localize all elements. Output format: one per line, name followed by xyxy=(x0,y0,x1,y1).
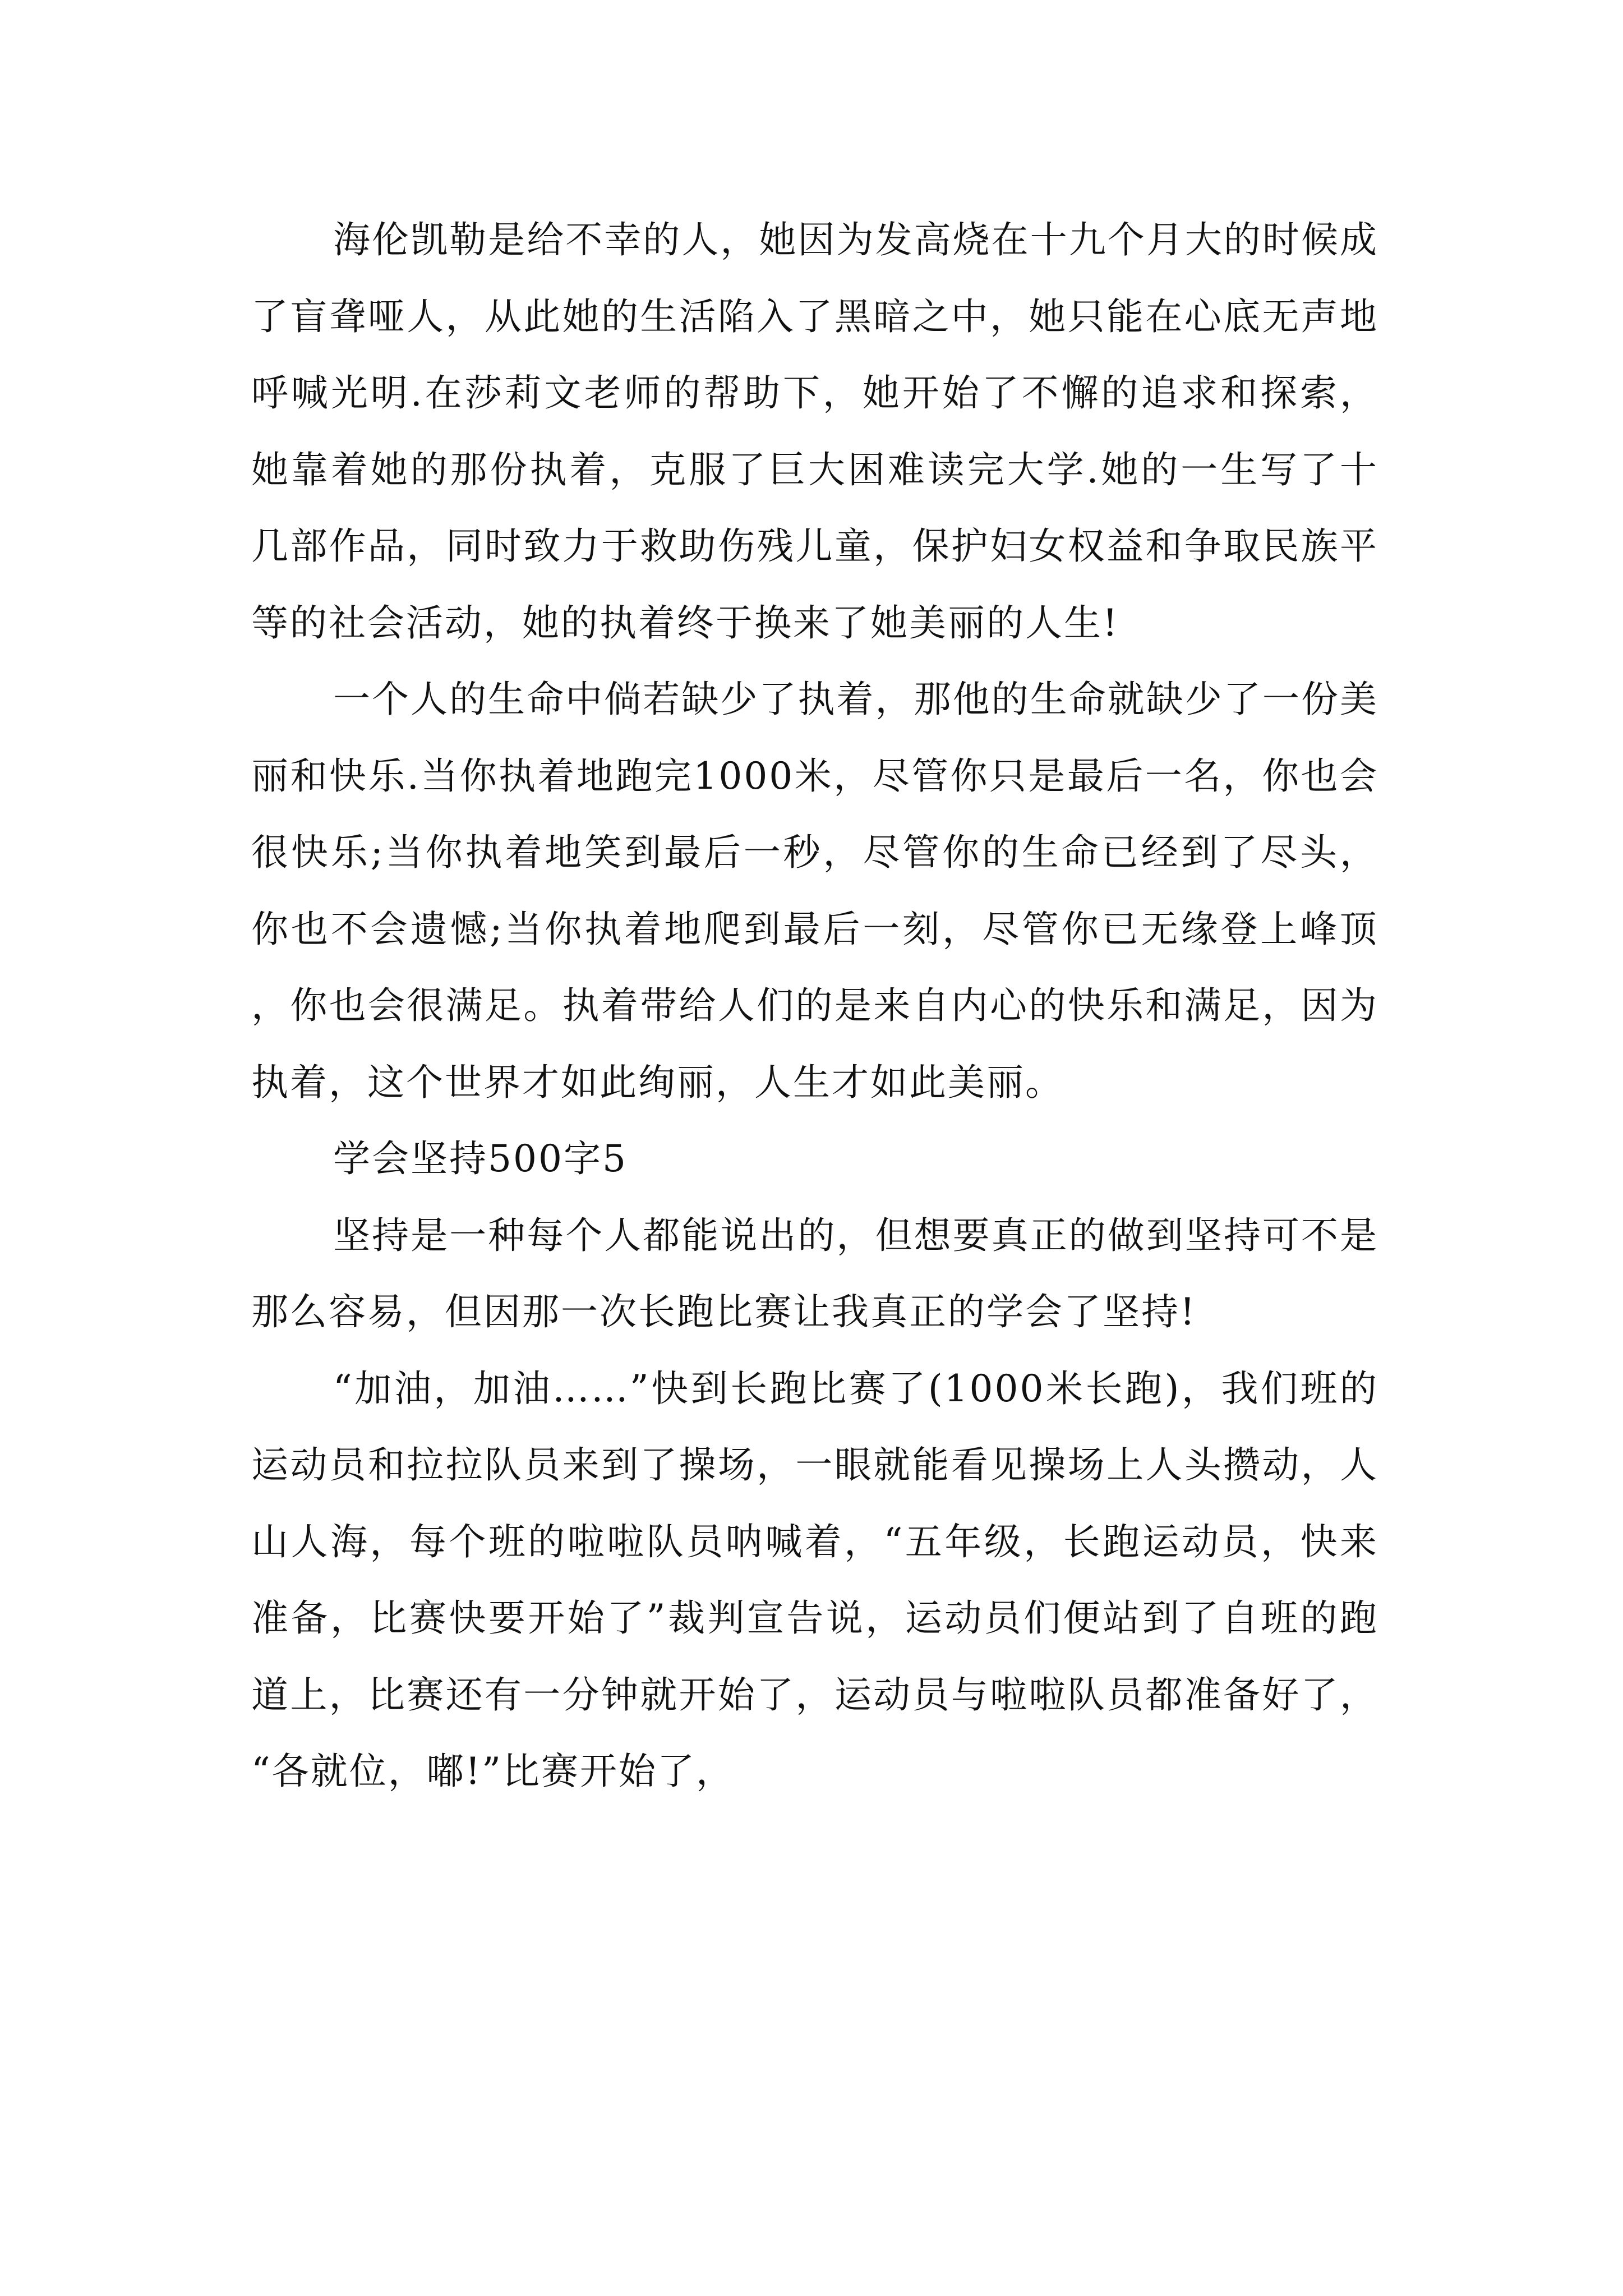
section-heading: 学会坚持500字5 xyxy=(333,1137,628,1180)
paragraph-helen-keller: 海伦凯勒是给不幸的人，她因为发高烧在十九个月大的时候成了盲聋哑人，从此她的生活陷入了黑暗之中，她只能在心底无声地呼喊光明.在莎莉文老师的帮助下，她开始了不懈的追求和探索，她靠着她的那份执着，克服了巨大困难读完大学.她的一生写了十几部作品，同时致力于救助伤残儿童，保护妇女权益和争取民族平等的社会活动，她的执着终于换来了她美丽的人生! xyxy=(251,218,1378,645)
paragraph-persistence: 一个人的生命中倘若缺少了执着，那他的生命就缺少了一份美丽和快乐.当你执着地跑完1000米，尽管你只是最后一名，你也会很快乐;当你执着地笑到最后一秒，尽管你的生命已经到了尽头，你也不会遗憾;当你执着地爬到最后一刻，尽管你已无缘登上峰顶，你也会很满足。执着带给人们的是来自内心的快乐和满足，因为执着，这个世界才如此绚丽，人生才如此美丽。 xyxy=(251,678,1378,1104)
body-text xyxy=(251,202,1378,1810)
paragraph-learning-persistence: 坚持是一种每个人都能说出的，但想要真正的做到坚持可不是那么容易，但因那一次长跑比赛让我真正的学会了坚持! xyxy=(251,1213,1378,1333)
paragraph-race: “加油，加油……”快到长跑比赛了(1000米长跑)，我们班的运动员和拉拉队员来到了操场，一眼就能看见操场上人头攒动，人山人海，每个班的啦啦队员呐喊着，“五年级，长跑运动员，快来准备，比赛快要开始了”裁判宣告说，运动员们便站到了自班的跑道上，比赛还有一分钟就开始了，运动员与啦啦队员都准备好了，“各就位，嘟!”比赛开始了， xyxy=(251,1366,1378,1793)
